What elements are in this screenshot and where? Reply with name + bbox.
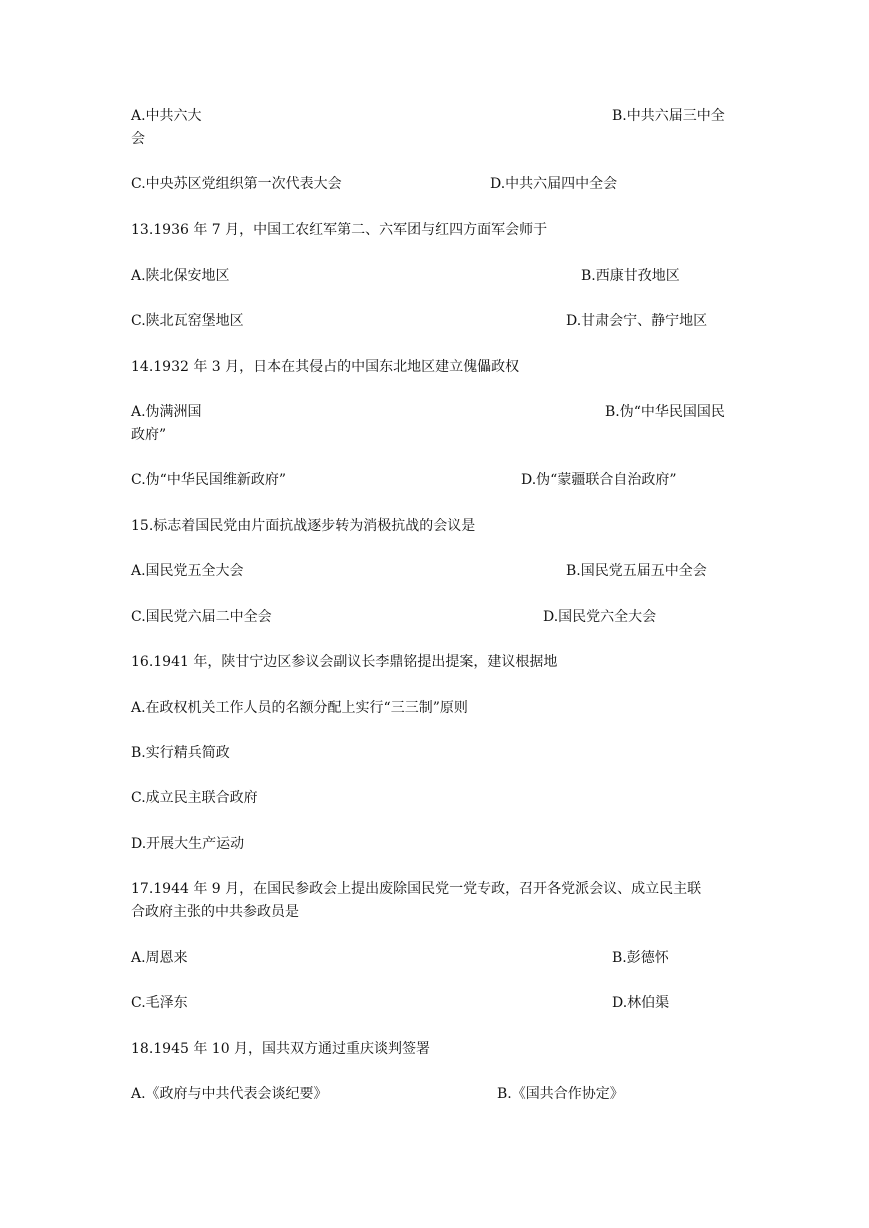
q14-option-d: D.伪“蒙疆联合自治政府” bbox=[521, 472, 677, 488]
q14-option-b-wrap: 政府” bbox=[131, 427, 167, 443]
q12-option-d: D.中共六届四中全会 bbox=[490, 176, 618, 192]
q14-stem: 14.1932 年 3 月，日本在其侵占的中国东北地区建立傀儡政权 bbox=[131, 359, 520, 375]
q17-stem: 17.1944 年 9 月，在国民参政会上提出废除国民党一党专政，召开各党派会议、成立民主联 bbox=[131, 881, 702, 897]
q13-option-d: D.甘肃会宁、静宁地区 bbox=[566, 313, 708, 329]
q12-option-c: C.中央苏区党组织第一次代表大会 bbox=[131, 176, 342, 192]
q16-option-b: B.实行精兵简政 bbox=[131, 745, 230, 761]
q17-option-d: D.林伯渠 bbox=[612, 995, 670, 1011]
q13-option-b: B.西康甘孜地区 bbox=[581, 268, 680, 284]
q17-option-b: B.彭德怀 bbox=[612, 950, 669, 966]
q12-option-b-wrap: 会 bbox=[131, 131, 145, 147]
q17-option-c: C.毛泽东 bbox=[131, 995, 188, 1011]
q16-option-a: A.在政权机关工作人员的名额分配上实行“三三制”原则 bbox=[131, 700, 468, 716]
q14-option-c: C.伪“中华民国维新政府” bbox=[131, 472, 286, 488]
q16-option-c: C.成立民主联合政府 bbox=[131, 790, 258, 806]
q15-stem: 15.标志着国民党由片面抗战逐步转为消极抗战的会议是 bbox=[131, 518, 476, 534]
q16-stem: 16.1941 年，陕甘宁边区参议会副议长李鼎铭提出提案，建议根据地 bbox=[131, 654, 558, 670]
q17-option-a: A.周恩来 bbox=[131, 950, 188, 966]
q17-stem-wrap: 合政府主张的中共参政员是 bbox=[131, 904, 299, 920]
q18-stem: 18.1945 年 10 月，国共双方通过重庆谈判签署 bbox=[131, 1041, 431, 1057]
q13-option-c: C.陕北瓦窑堡地区 bbox=[131, 313, 244, 329]
q13-stem: 13.1936 年 7 月，中国工农红军第二、六军团与红四方面军会师于 bbox=[131, 222, 548, 238]
q14-option-a: A.伪满洲国 bbox=[131, 404, 202, 420]
q12-option-b: B.中共六届三中全 bbox=[612, 108, 725, 124]
q18-option-b: B.《国共合作协定》 bbox=[497, 1086, 624, 1102]
q15-option-c: C.国民党六届二中全会 bbox=[131, 609, 272, 625]
q16-option-d: D.开展大生产运动 bbox=[131, 836, 245, 852]
q14-option-b: B.伪“中华民国国民 bbox=[605, 404, 725, 420]
q15-option-a: A.国民党五全大会 bbox=[131, 563, 244, 579]
q15-option-b: B.国民党五届五中全会 bbox=[566, 563, 707, 579]
q12-option-a: A.中共六大 bbox=[131, 108, 202, 124]
q13-option-a: A.陕北保安地区 bbox=[131, 268, 230, 284]
q15-option-d: D.国民党六全大会 bbox=[543, 609, 657, 625]
q18-option-a: A.《政府与中共代表会谈纪要》 bbox=[131, 1086, 328, 1102]
